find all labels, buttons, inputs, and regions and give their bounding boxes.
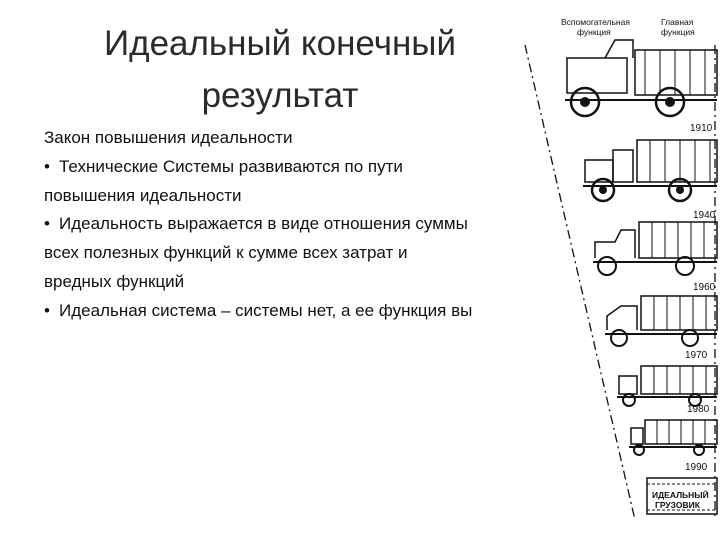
ideal-truck-label-line2: ГРУЗОВИК [655,500,700,510]
text-line: • Технические Системы развиваются по пути [44,153,510,182]
truck-evolution-drawing [515,0,720,540]
truck-evolution-figure [515,0,720,540]
text-line: Закон повышения идеальности [44,128,293,147]
year-label: 1970 [685,350,708,361]
year-label: 1980 [687,404,710,415]
truck-1940 [583,140,717,201]
body-text [44,124,510,326]
slide-title [60,18,500,122]
truck-1980 [617,366,717,406]
bullet: • [44,156,50,176]
truck-1910 [565,40,717,116]
year-label: 1940 [693,210,716,221]
header-right-line2: функция [661,27,695,37]
text-line: всех полезных функций к сумме всех затрат и [44,243,408,263]
text-line: вредных функций [44,271,185,291]
title-line-2: результат [201,76,359,115]
header-left-line2: функция [577,27,611,37]
truck-1960 [593,222,717,275]
year-label: 1960 [693,282,716,293]
text-line: повышения идеальности [44,185,242,205]
year-label: 1910 [690,123,713,134]
header-left-line1: Вспомогательная [561,17,630,27]
bullet: • [44,300,50,320]
truck-1970 [605,296,717,346]
truck-1990 [629,420,717,455]
bullet: • [44,214,50,234]
year-label: 1990 [685,462,708,473]
ideal-truck-label-line1: ИДЕАЛЬНЫЙ [652,490,709,500]
header-right-line1: Главная [661,17,694,27]
text-line: • Идеальная система – системы нет, а ее функция вы [44,297,510,326]
title-line-1: Идеальный конечный [104,24,456,63]
text-line: • Идеальность выражается в виде отношения суммы [44,210,510,239]
